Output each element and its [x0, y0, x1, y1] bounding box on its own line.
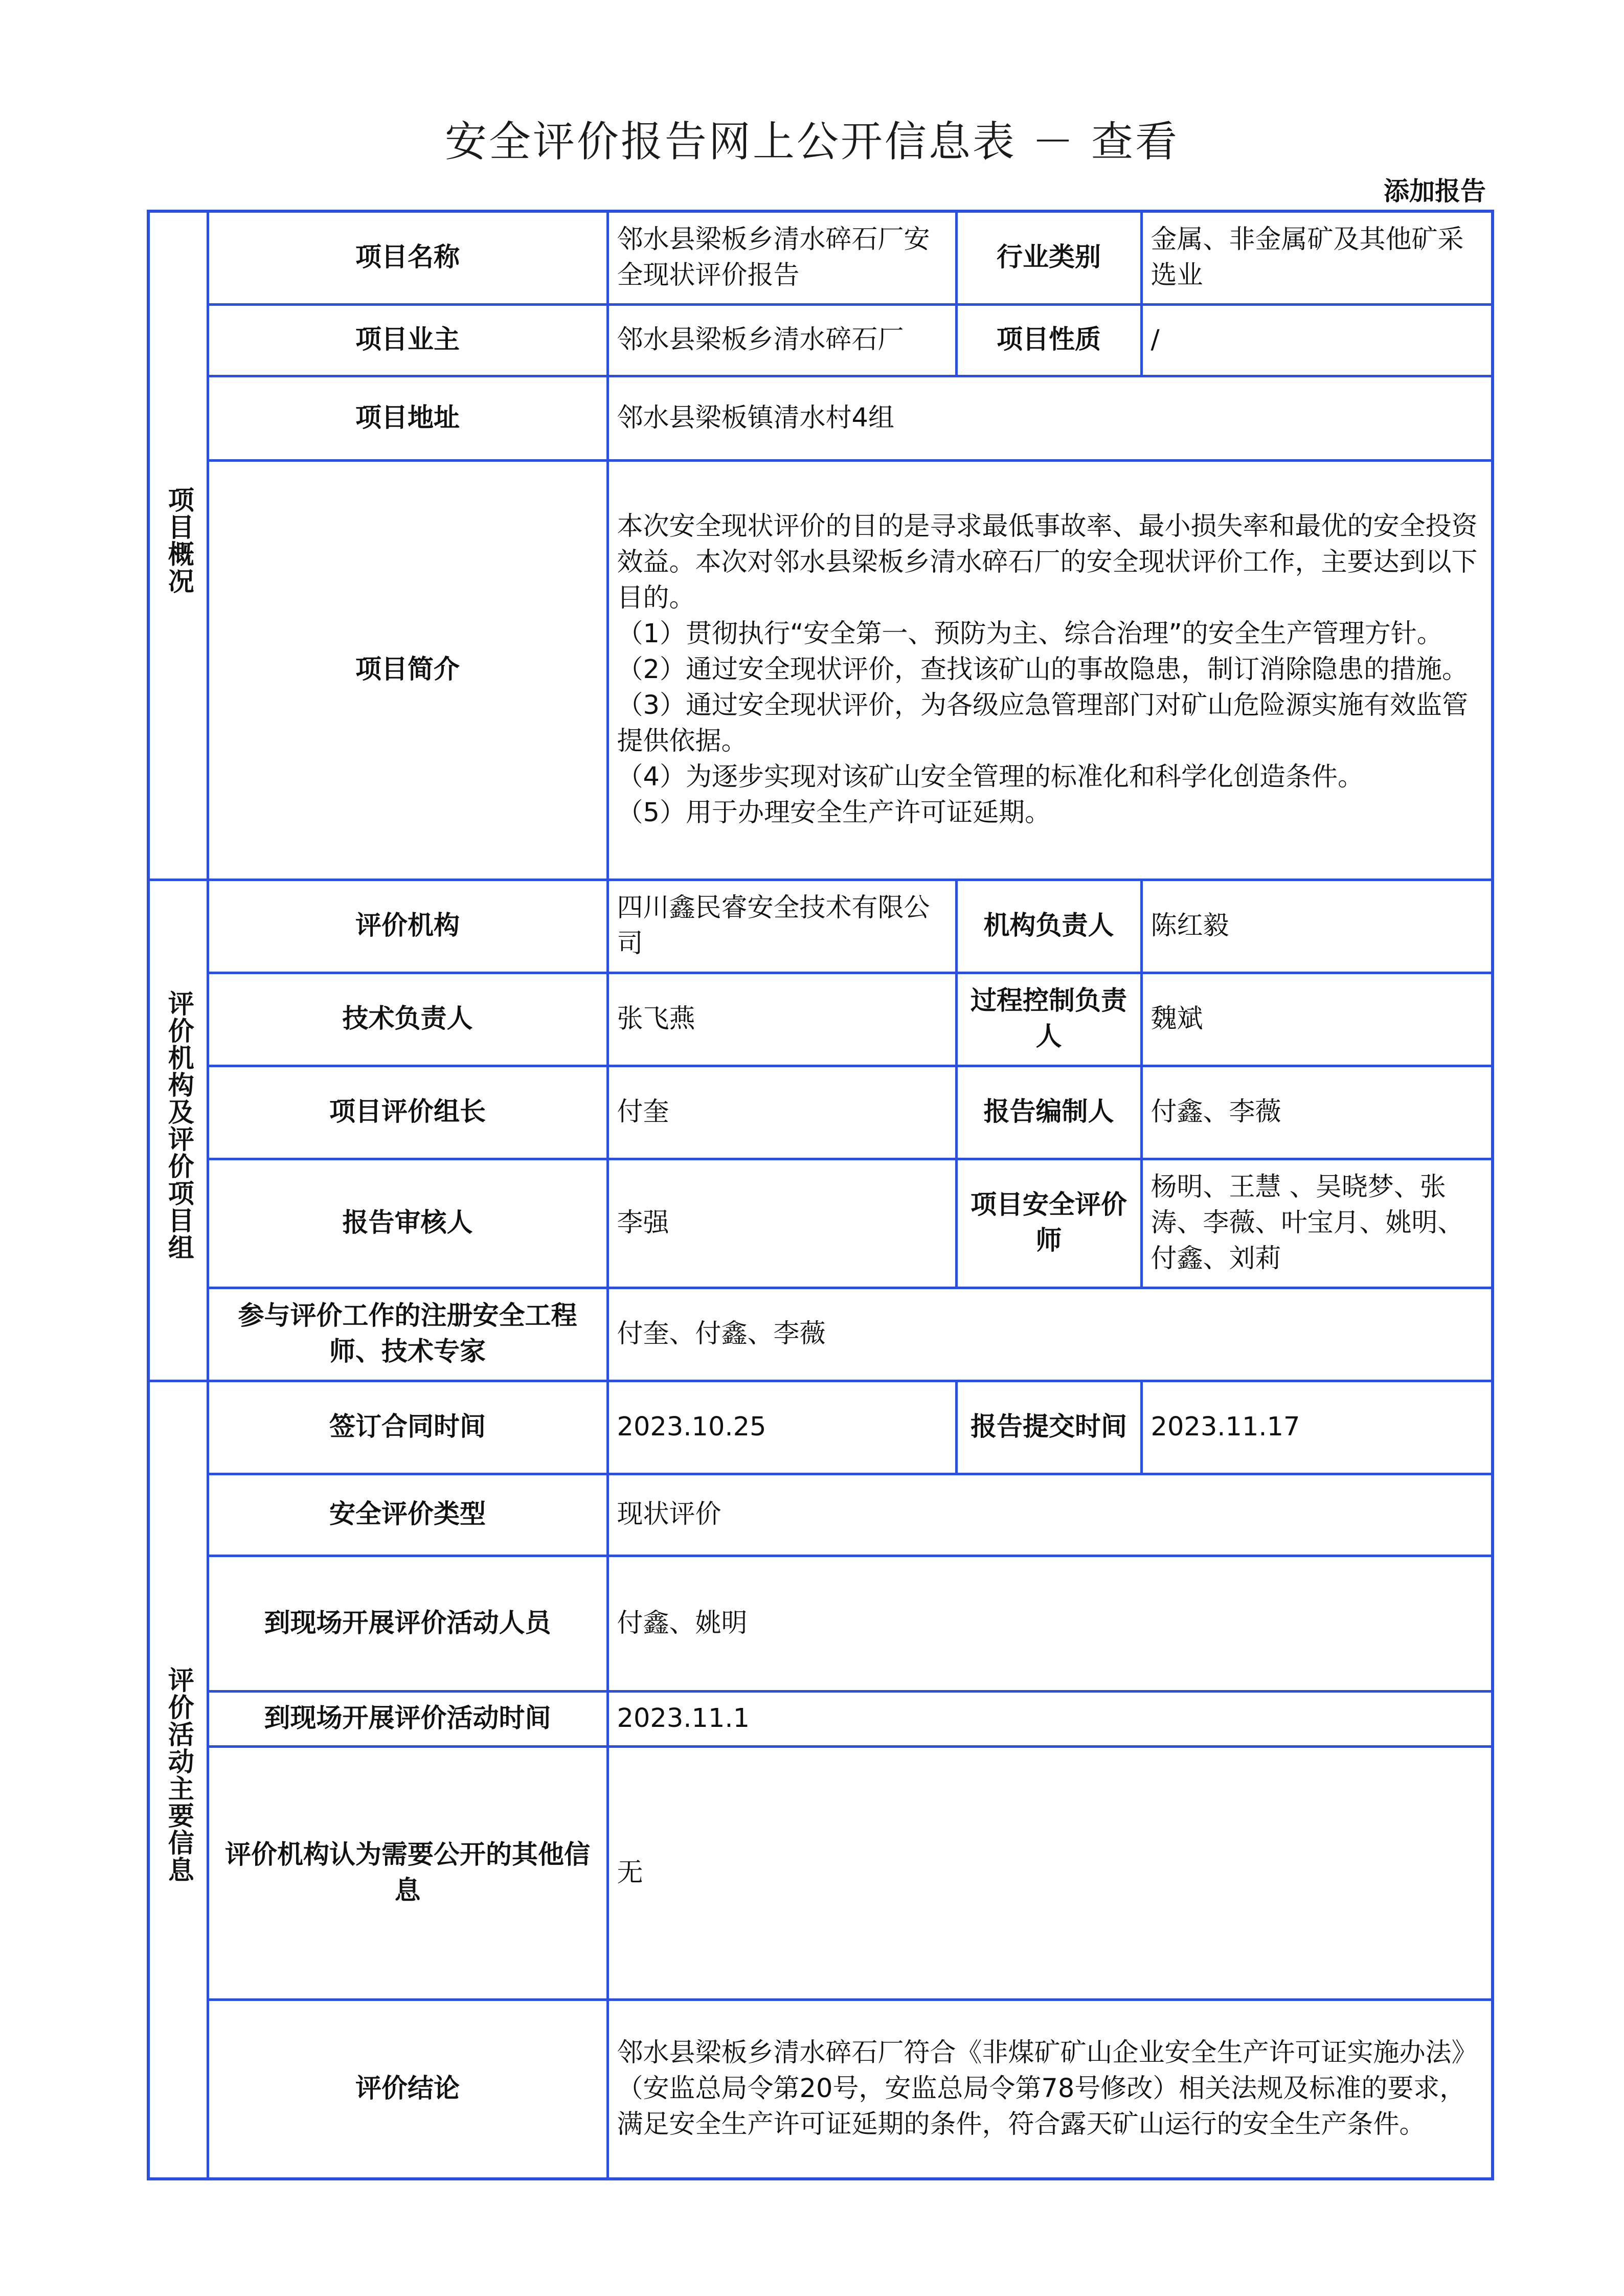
submit-time-value: 2023.11.17 [1141, 1381, 1493, 1474]
type-value: 现状评价 [607, 1474, 1493, 1556]
agency-value: 四川鑫民睿安全技术有限公司 [607, 880, 956, 973]
info-table [147, 210, 1494, 2180]
row-type [148, 1474, 1493, 1556]
intro-paragraph: （1）贯彻执行“安全第一、预防为主、综合治理”的安全生产管理方针。 [617, 619, 1443, 649]
row-intro [148, 460, 1493, 880]
intro-label: 项目简介 [208, 460, 607, 880]
owner-value: 邻水县梁板乡清水碎石厂 [607, 304, 956, 376]
row-project-name [148, 211, 1493, 304]
submit-time-label: 报告提交时间 [956, 1381, 1141, 1474]
engineers-label: 参与评价工作的注册安全工程师、技术专家 [208, 1288, 607, 1381]
row-address [148, 376, 1493, 460]
intro-value [607, 460, 1493, 880]
industry-label: 行业类别 [956, 211, 1141, 304]
onsite-people-value: 付鑫、姚明 [607, 1556, 1493, 1691]
page-title: 安全评价报告网上公开信息表 － 查看 [444, 118, 1180, 166]
row-agency [148, 880, 1493, 973]
agency-label: 评价机构 [208, 880, 607, 973]
contract-time-label: 签订合同时间 [208, 1381, 607, 1474]
contract-time-value: 2023.10.25 [607, 1381, 956, 1474]
intro-paragraph: （5）用于办理安全生产许可证延期。 [617, 798, 1051, 828]
intro-paragraph: 本次安全现状评价的目的是寻求最低事故率、最小损失率和最优的安全投资效益。本次对邻水县梁板乡清水碎石厂的安全现状评价工作，主要达到以下目的。 [617, 511, 1478, 613]
nature-value: / [1141, 304, 1493, 376]
row-tech-head [148, 973, 1493, 1066]
row-leader [148, 1066, 1493, 1159]
agency-head-label: 机构负责人 [956, 880, 1141, 973]
compiler-label: 报告编制人 [956, 1066, 1141, 1159]
project-name-label: 项目名称 [208, 211, 607, 304]
compiler-value: 付鑫、李薇 [1141, 1066, 1493, 1159]
owner-label: 项目业主 [208, 304, 607, 376]
onsite-people-label: 到现场开展评价活动人员 [208, 1556, 607, 1691]
add-report-link[interactable]: 添加报告 [1384, 176, 1486, 206]
agency-head-value: 陈红毅 [1141, 880, 1493, 973]
section-overview-text: 项目概况 [163, 486, 194, 595]
section-org-text: 评价机构及评价项目组 [163, 989, 194, 1261]
row-contract-time [148, 1381, 1493, 1474]
project-name-value: 邻水县梁板乡清水碎石厂安全现状评价报告 [607, 211, 956, 304]
row-reviewer [148, 1159, 1493, 1288]
assessors-value: 杨明、王慧 、吴晓梦、张涛、李薇、叶宝月、姚明、付鑫、刘莉 [1141, 1159, 1493, 1288]
onsite-time-value: 2023.11.1 [607, 1691, 1493, 1746]
section-org-label [148, 880, 208, 1381]
tech-head-label: 技术负责人 [208, 973, 607, 1066]
onsite-time-label: 到现场开展评价活动时间 [208, 1691, 607, 1746]
row-engineers [148, 1288, 1493, 1381]
assessors-label: 项目安全评价师 [956, 1159, 1141, 1288]
section-overview-label [148, 211, 208, 880]
leader-label: 项目评价组长 [208, 1066, 607, 1159]
process-head-value: 魏斌 [1141, 973, 1493, 1066]
row-owner [148, 304, 1493, 376]
conclusion-value: 邻水县梁板乡清水碎石厂符合《非煤矿矿山企业安全生产许可证实施办法》（安监总局令第20号，安监总局令第78号修改）相关法规及标准的要求，满足安全生产许可证延期的条件，符合露天矿山运行的安全生产条件。 [607, 1999, 1493, 2179]
leader-value: 付奎 [607, 1066, 956, 1159]
other-info-label: 评价机构认为需要公开的其他信息 [208, 1746, 607, 1999]
address-label: 项目地址 [208, 376, 607, 460]
conclusion-label: 评价结论 [208, 1999, 607, 2179]
section-activity-text: 评价活动主要信息 [163, 1666, 194, 1883]
engineers-value: 付奎、付鑫、李薇 [607, 1288, 1493, 1381]
process-head-label: 过程控制负责人 [956, 973, 1141, 1066]
tech-head-value: 张飞燕 [607, 973, 956, 1066]
industry-value: 金属、非金属矿及其他矿采选业 [1141, 211, 1493, 304]
reviewer-value: 李强 [607, 1159, 956, 1288]
intro-paragraph: （3）通过安全现状评价，为各级应急管理部门对矿山危险源实施有效监管提供依据。 [617, 690, 1468, 756]
intro-paragraph: （2）通过安全现状评价，查找该矿山的事故隐患，制订消除隐患的措施。 [617, 655, 1468, 685]
row-other-info [148, 1746, 1493, 1999]
reviewer-label: 报告审核人 [208, 1159, 607, 1288]
row-onsite-people [148, 1556, 1493, 1691]
other-info-value: 无 [607, 1746, 1493, 1999]
type-label: 安全评价类型 [208, 1474, 607, 1556]
section-activity-label [148, 1381, 208, 2179]
row-onsite-time [148, 1691, 1493, 1746]
address-value: 邻水县梁板镇清水村4组 [607, 376, 1493, 460]
intro-paragraph: （4）为逐步实现对该矿山安全管理的标准化和科学化创造条件。 [617, 762, 1364, 792]
row-conclusion [148, 1999, 1493, 2179]
nature-label: 项目性质 [956, 304, 1141, 376]
